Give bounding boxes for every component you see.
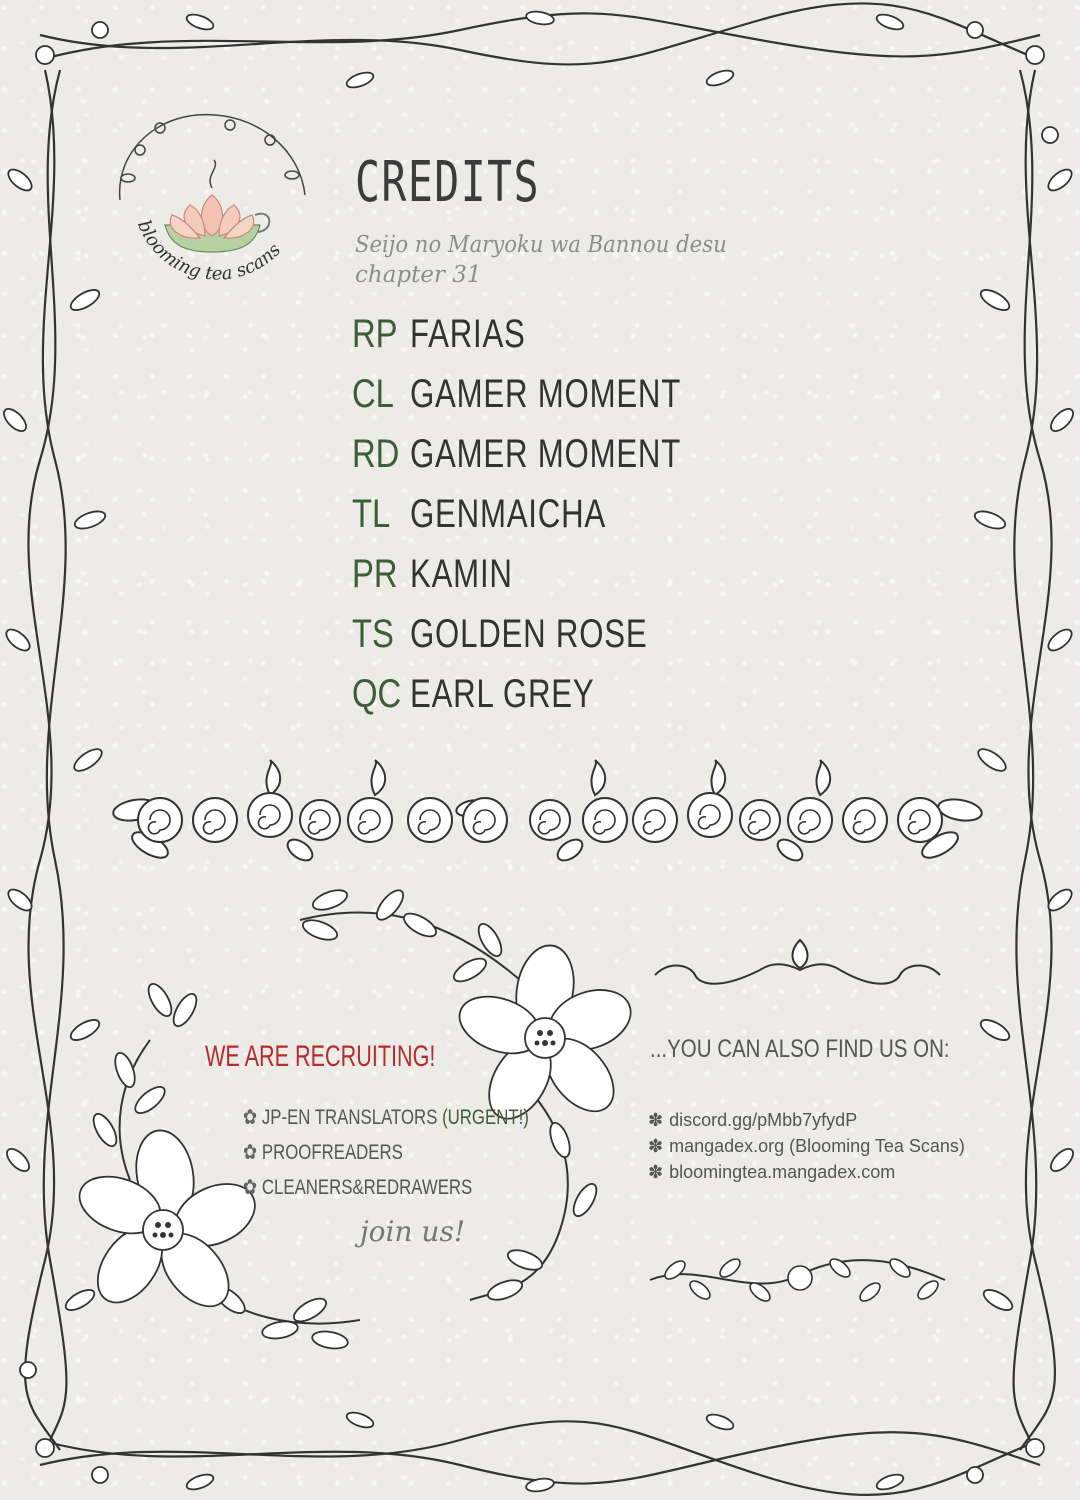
role-code: QC (352, 672, 402, 716)
flower-bullet-icon: ✿ (243, 1106, 258, 1129)
group-page-link[interactable] (648, 1162, 895, 1183)
flower-bullet-icon: ✿ (243, 1141, 258, 1164)
chapter-label: chapter 31 (355, 262, 482, 288)
recruiting-heading: WE ARE RECRUITING! (205, 1040, 436, 1073)
role-name: GAMER MOMENT (410, 432, 682, 476)
role-code: CL (352, 372, 394, 416)
role-name: EARL GREY (410, 672, 595, 716)
role-name: KAMIN (410, 552, 513, 596)
recruit-item (243, 1105, 529, 1130)
role-code: RD (352, 432, 400, 476)
flower-bullet-icon: ✽ (648, 1136, 664, 1156)
join-us-text: join us! (360, 1215, 466, 1248)
flower-bullet-icon: ✽ (648, 1162, 664, 1182)
role-name: GOLDEN ROSE (410, 612, 648, 656)
link-text: bloomingtea.mangadex.com (669, 1162, 896, 1182)
flower-bullet-icon: ✿ (243, 1176, 258, 1199)
role-code: RP (352, 312, 398, 356)
recruit-item (243, 1175, 472, 1200)
credits-title: CREDITS (355, 150, 541, 215)
recruit-role: JP-EN TRANSLATORS (261, 1106, 438, 1129)
series-title: Seijo no Maryoku wa Bannou desu (355, 232, 727, 258)
role-name: GENMAICHA (410, 492, 606, 536)
link-text: mangadex.org (Blooming Tea Scans) (669, 1136, 965, 1156)
flower-bullet-icon: ✽ (648, 1110, 664, 1130)
urgent-note: (URGENT!) (442, 1106, 529, 1129)
role-code: TL (352, 492, 391, 536)
recruit-item (243, 1140, 403, 1165)
find-us-heading: ...YOU CAN ALSO FIND US ON: (650, 1035, 950, 1063)
link-text: discord.gg/pMbb7yfydP (669, 1110, 858, 1130)
logo-text: blooming tea scans (132, 217, 286, 285)
role-name: FARIAS (410, 312, 526, 356)
role-code: PR (352, 552, 398, 596)
recruit-role: CLEANERS&REDRAWERS (261, 1176, 473, 1199)
mangadex-link[interactable] (648, 1136, 965, 1157)
role-code: TS (352, 612, 394, 656)
recruit-role: PROOFREADERS (261, 1141, 403, 1164)
discord-link[interactable] (648, 1110, 857, 1131)
role-name: GAMER MOMENT (410, 372, 682, 416)
